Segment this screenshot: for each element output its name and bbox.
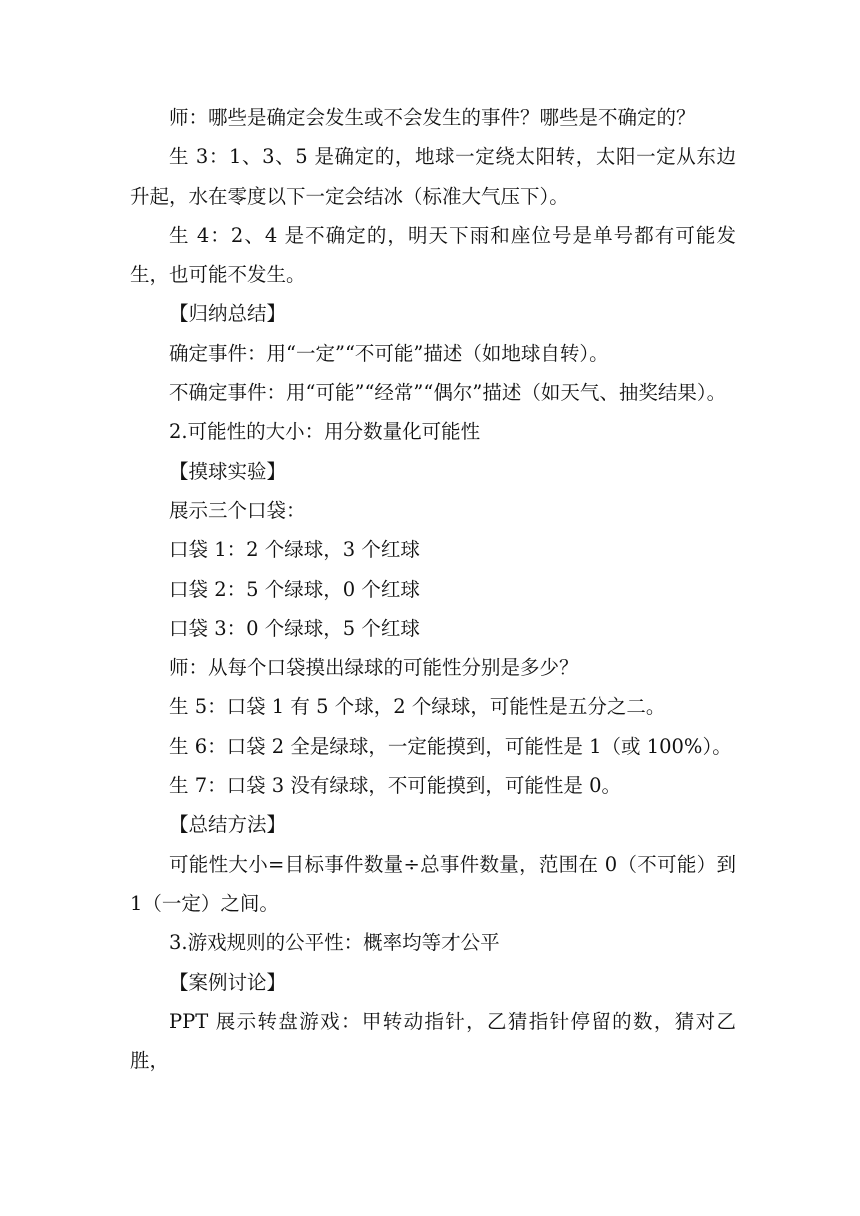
paragraph-bag-3: 口袋 3：0 个绿球，5 个红球 (169, 616, 420, 640)
paragraph-bag-1: 口袋 1：2 个绿球，3 个红球 (169, 538, 420, 562)
paragraph-student-4: 生 4：2、4 是不确定的，明天下雨和座位号是单号都有可能发生，也可能不发生。 (130, 223, 736, 287)
paragraph-student-3: 生 3：1、3、5 是确定的，地球一定绕太阳转，太阳一定从东边升起，水在零度以下一定会结冰（标准大气压下）。 (130, 145, 736, 208)
document-body (130, 98, 736, 1080)
heading-case-discussion: 【案例讨论】 (169, 970, 287, 994)
paragraph-teacher-question: 师：哪些是确定会发生或不会发生的事件？哪些是不确定的？ (169, 106, 696, 129)
paragraph-probability-formula: 可能性大小=目标事件数量÷总事件数量，范围在 0（不可能）到 1（一定）之间。 (130, 852, 736, 915)
paragraph-spinner-game: PPT 展示转盘游戏：甲转动指针，乙猜指针停留的数，猜对乙胜， (130, 1009, 736, 1073)
paragraph-student-6: 生 6：口袋 2 全是绿球，一定能摸到，可能性是 1（或 100%）。 (169, 734, 732, 758)
paragraph-certain-events: 确定事件：用“一定”“不可能”描述（如地球自转）。 (169, 341, 609, 365)
paragraph-show-bags: 展示三个口袋： (169, 498, 306, 522)
heading-method-summary: 【总结方法】 (169, 813, 287, 837)
heading-ball-experiment: 【摸球实验】 (169, 459, 287, 483)
section-heading-3: 3.游戏规则的公平性：概率均等才公平 (169, 931, 500, 955)
paragraph-teacher-probability-question: 师：从每个口袋摸出绿球的可能性分别是多少？ (169, 656, 579, 680)
paragraph-bag-2: 口袋 2：5 个绿球，0 个红球 (169, 577, 420, 601)
heading-summary: 【归纳总结】 (169, 302, 287, 326)
paragraph-student-7: 生 7：口袋 3 没有绿球，不可能摸到，可能性是 0。 (169, 774, 622, 798)
paragraph-uncertain-events: 不确定事件：用“可能”“经常”“偶尔”描述（如天气、抽奖结果）。 (169, 381, 727, 405)
section-heading-2: 2.可能性的大小：用分数量化可能性 (169, 420, 481, 444)
paragraph-student-5: 生 5：口袋 1 有 5 个球，2 个绿球，可能性是五分之二。 (169, 695, 666, 719)
